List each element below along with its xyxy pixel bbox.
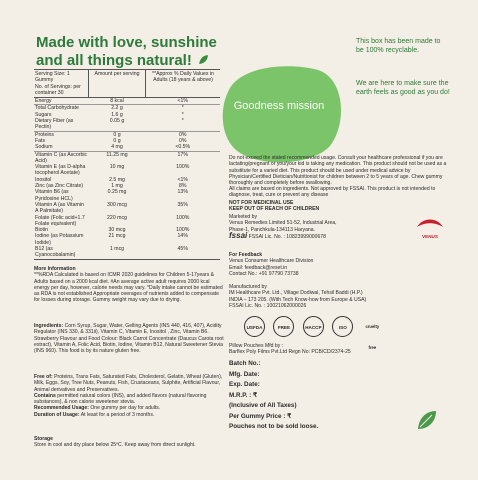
headline: Made with love, sunshine and all things natural!: [36, 34, 217, 69]
nutrient-amount: 0 g: [113, 137, 121, 144]
storage: Storage Store in cool and dry place below 25ºC. Keep away from direct sunlight.: [34, 436, 196, 449]
free-seal-icon: FREE: [273, 316, 294, 337]
nutrient-rda: 0%: [146, 131, 221, 138]
recyclable-note: This box has been made to be 100% recyclable.: [356, 38, 441, 54]
nutrient-rda: 17%: [146, 151, 221, 164]
marketed-by: Marketed by Venus Remedies Limited 51-52, Industrial Area, Phase-1, Panchkula-134113 Haryana. fssai FSSAI Lic. No. : 10823999000678: [229, 214, 337, 240]
nutrient-name: Vitamin C (as Ascorbic Acid): [35, 151, 88, 164]
nutrient-amount: 2.5 mg: [109, 176, 125, 183]
nutrient-rda: *: [181, 111, 184, 118]
exp-date: Exp. Date:: [229, 381, 260, 388]
nutrient-rda: 100%: [176, 164, 190, 171]
nutrient-rda: 8%: [179, 183, 187, 190]
nutrient-amount: 0 g: [89, 131, 146, 138]
nutrient-rda: <1%: [177, 98, 189, 105]
leaf-icon: [198, 54, 209, 65]
nutrient-name: Proteins: [34, 131, 89, 138]
tax-note: (Inclusive of All Taxes): [229, 402, 297, 409]
nutrient-amount: 0.25 mg: [107, 189, 127, 196]
nutrient-amount: 220 mcg: [107, 214, 127, 221]
nutrition-rows: [34, 98, 220, 259]
manufactured-by: Manufactured by IM Healthcare Pvt. Ltd., Village Dodiwal, Tehsil Baddi (H.P.) INDIA – 173 205. (With Tech Know-how from Europe & USA) FSSAI Lic. No. : 10021062000026: [229, 284, 367, 309]
nutrient-name: Sugars: [35, 111, 52, 118]
nutrient-name: Zinc (as Zinc Citrate): [35, 183, 84, 190]
nutrient-amount: 21 mcg: [108, 233, 126, 240]
nutrient-name: Energy: [35, 98, 52, 105]
usfda-seal-icon: USFDA: [244, 316, 265, 337]
per-gummy-price: Per Gummy Price : ₹: [229, 412, 292, 420]
nutrition-row: [34, 246, 220, 259]
nutrient-amount: 1 mg: [111, 183, 123, 190]
leaf-decoration-icon: [415, 408, 439, 432]
nutrient-name: Iodine (as Potassium Iodide): [35, 233, 84, 246]
nutrition-row: [34, 131, 220, 138]
nutrition-row: [34, 233, 220, 246]
nutrient-name: Total Carbohydrate: [34, 105, 89, 112]
certification-seals: [244, 316, 444, 350]
nutrient-rda: 0%: [179, 137, 187, 144]
nutrient-amount: 0.05 g: [109, 118, 125, 125]
claims-note: All claims are based on ingredients. Not approved by FSSAI. This product is not intended to diagnose, treat, cure or prevent any disease: [229, 186, 436, 199]
nutrient-name: B12 (as Cyanocobalamin): [34, 246, 89, 259]
goodness-blob: [218, 62, 346, 166]
nutrient-rda: 100%: [176, 227, 190, 234]
nutrient-rda: <1%: [177, 176, 189, 183]
nutrition-header-amount: Amount per serving: [89, 70, 146, 98]
nutrient-rda: *: [181, 118, 184, 125]
free-of: Free of: Proteins, Trans Fats, Saturated Fats, Cholesterol, Gelatin, Wheat (Gluten), Milk, Eggs, Soy, Tree Nuts, Peanuts, Fish, Crustaceans, Sulphite, Artificial Flavour, Animal derivatives and Preservatives. Contains permitted natural colors (INS), and added flavors (natural flavoring substances), & non calorie sweetener stevia. Recommended Usage: One gummy per day for adults. Duration of Usage: At least for a period of 3 months.: [34, 374, 223, 418]
nutrient-name: Sodium: [35, 144, 53, 151]
nutrient-rda: 14%: [177, 233, 188, 240]
usage-advice: Do not exceed the stated recommended usage. Consult your healthcare professional if you are lactating/pregnant or you/your kid is taking any medication. This product should not be used as a substitute for a varied diet. This product should be used under medical advice by Physician/Certified Dietician/Nutritionist for children between 2 to 5 years of age. Chew gummy thoroughly and completely before swallowing.: [229, 155, 447, 187]
nutrition-row: [34, 164, 220, 177]
nutrition-header-rda: **Approx % Daily Values in Adults (18 years & above): [146, 70, 221, 98]
haccp-seal-icon: HACCP: [303, 316, 324, 337]
nutrient-name: Vitamin B6 (as Pyridoxine HCL): [35, 189, 73, 202]
nutrient-rda: <0.5%: [175, 144, 191, 151]
nutrient-name: Vitamin E (as D-alpha tocopherol Acetate): [35, 164, 86, 177]
nutrition-row: [34, 215, 220, 228]
warnings: NOT FOR MEDICINAL USE KEEP OUT OF REACH OF CHILDREN: [229, 200, 320, 213]
nutrient-amount: 300 mcg: [107, 201, 127, 208]
nutrient-name: Dietary Fiber (as Pectin): [35, 118, 74, 131]
venus-logo: VENUS: [415, 215, 445, 235]
nutrient-amount: 4 mg: [111, 144, 123, 151]
nutrient-rda: *: [146, 105, 221, 112]
nutrition-row: [34, 98, 220, 105]
nutrition-row: [34, 144, 220, 151]
nutrient-rda: 13%: [177, 189, 188, 196]
nutrient-amount: 11.25 mg: [89, 151, 146, 164]
nutrient-rda: 35%: [177, 201, 188, 208]
nutrient-amount: 2.2 g: [89, 105, 146, 112]
nutrient-amount: 30 mcg: [108, 227, 126, 234]
fssai-logo: fssai: [229, 230, 248, 240]
ingredients: Ingredients: Corn Syrup, Sugar, Water, Gelling Agents (INS 440, 416, 407), Acidity Regulator (INS 330, & 331ii), Vitamin C, Vitamin E, Inositol , Zinc, Vitamin B6. Strawberry Flavour and Food Colour: Black Carrot Concentrate (Daucus Carota root extract), Vitamin A, Folic Acid, Biotin, Iodine, Vitamin B12, Natural Sweetener Stevia (INS 960). This food is by its nature gluten free.: [34, 323, 224, 355]
iso-seal-icon: ISO: [332, 316, 353, 337]
nutrient-amount: 10 mg: [109, 164, 125, 171]
nutrition-row: [34, 118, 220, 131]
nutrition-row: [34, 105, 220, 112]
nutrient-name: Biotin: [35, 227, 48, 234]
nutrient-amount: 8 kcal: [110, 98, 124, 105]
cruelty-free-icon: cruelty free: [365, 324, 380, 350]
nutrition-row: [34, 189, 220, 202]
nutrition-header-serving: Serving Size: 1 Gummy No. of Servings: per container 30: [34, 70, 89, 98]
nutrient-name: Fats: [35, 137, 46, 144]
venus-wing-icon: [415, 215, 445, 229]
nutrient-name: Vitamin A (as Vitamin A Palmitate): [35, 201, 84, 215]
pouch-note: Pouches not to be sold loose.: [229, 423, 319, 430]
pillow-pouches: Pillow Pouches Mfd by : Barflex Poly Films Pvt.Ltd Regn No: PCB/CD/2374-25: [229, 343, 351, 356]
batch-no: Batch No.:: [229, 360, 261, 367]
earth-note: We are here to make sure the earth feels as good as you do!: [356, 80, 450, 96]
feedback: For Feedback Venus Consumer Healthcare Division Email: feedback@reset.in Contact No.: +91 97790 73738: [229, 252, 314, 277]
nutrient-amount: 1 mcg: [89, 246, 146, 259]
nutrient-rda: 100%: [176, 214, 190, 221]
mfg-date: Mfg. Date:: [229, 370, 260, 378]
mrp: M.R.P. : ₹: [229, 391, 258, 399]
goodness-mission-text: Goodness mission: [233, 100, 325, 112]
nutrition-row: [34, 202, 220, 215]
more-information: More Information **%RDA Calculated is based on ICMR 2020 guidelines for Children 5-17years & Adults based on a 2000 kcal diet. #An average active adult requires 2000 kcal energy per day, however, calorie needs may vary. *Daily intake cannot be estimated as RDA is not established Appropriate overages of nutrients added to compensate for losses during storage. Gummy weight may vary due to drying.: [34, 266, 223, 304]
nutrition-row: [34, 151, 220, 164]
nutrient-amount: 1.6 g: [111, 111, 123, 118]
nutrition-table: [34, 69, 220, 260]
nutrient-name: Folate (Folic acid+1.7 Folate equivalent): [35, 214, 85, 227]
nutrient-name: Inositol: [35, 176, 52, 183]
nutrient-rda: 45%: [146, 246, 221, 259]
